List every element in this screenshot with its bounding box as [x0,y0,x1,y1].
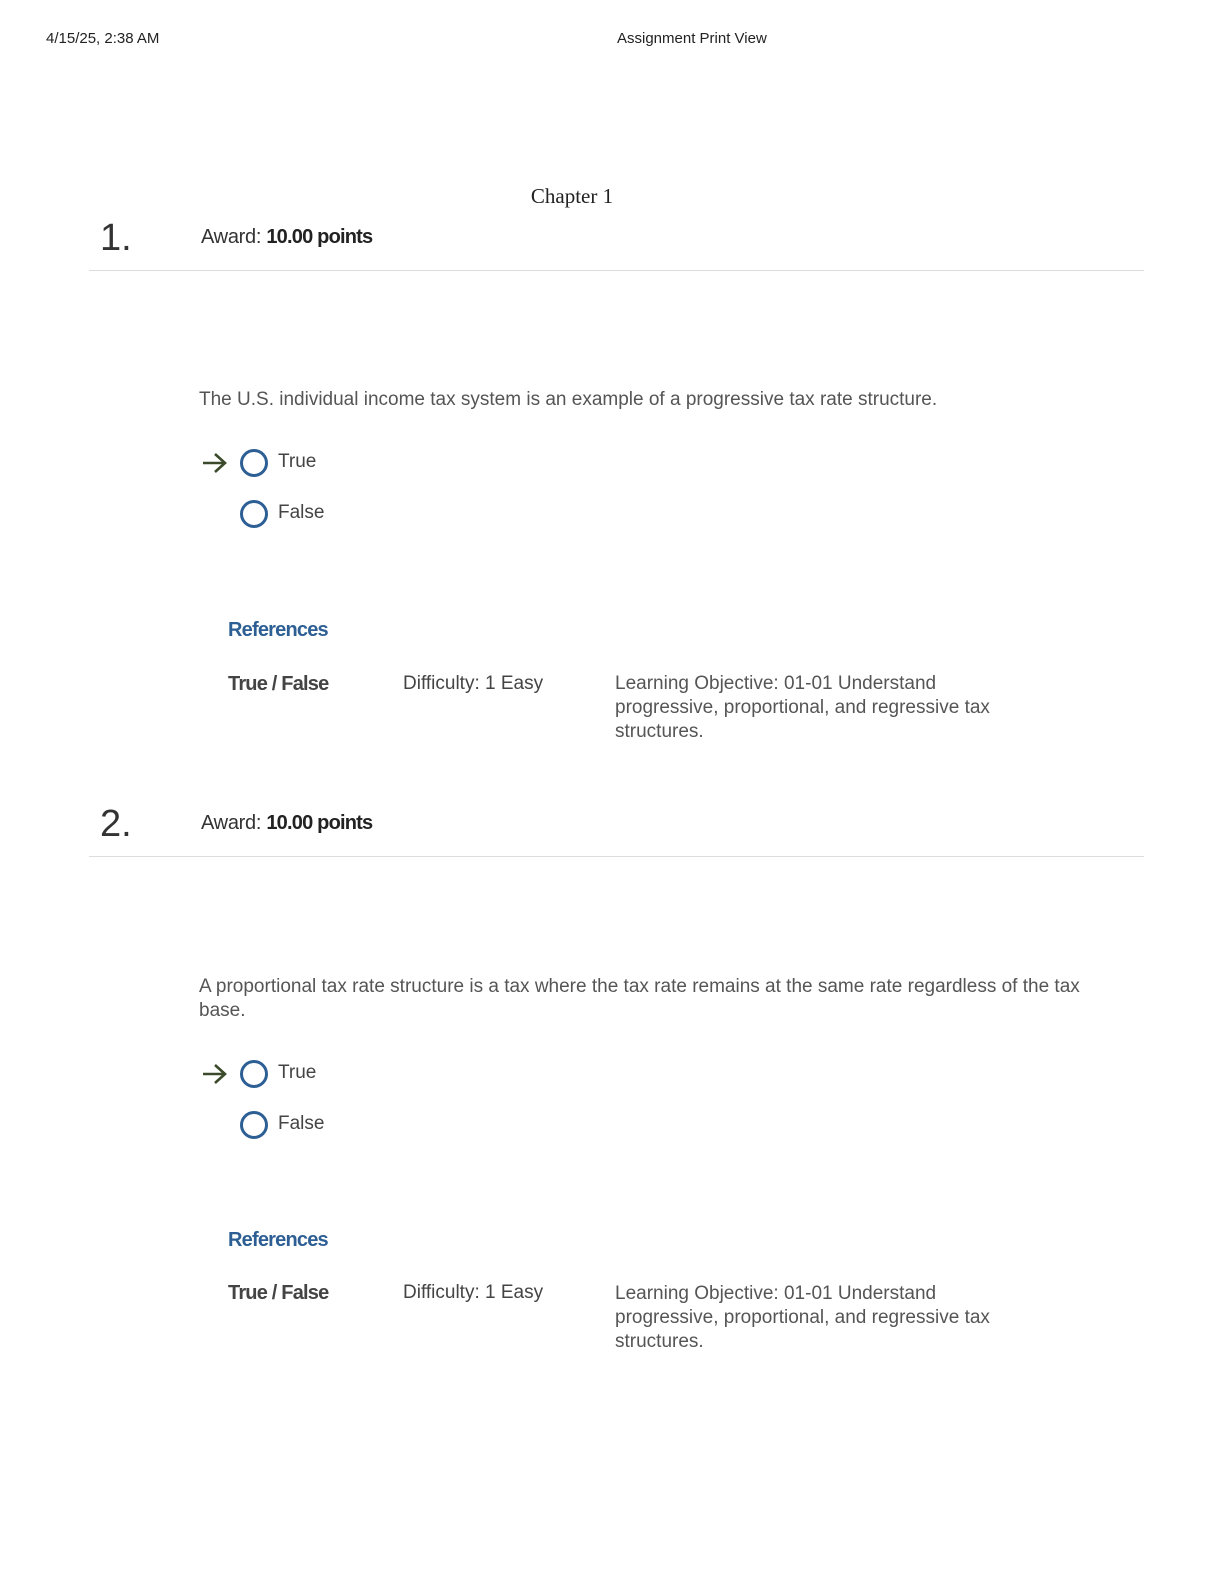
references-heading: References [228,1229,328,1251]
choice-false[interactable] [200,1110,500,1140]
choice-false[interactable] [200,499,500,529]
question-header [89,802,1144,857]
question-header [89,216,1144,271]
radio-button[interactable] [240,1060,268,1088]
question-number: 1. [100,217,132,259]
reference-question-type: True / False [228,1282,329,1304]
award-points: 10.00 points [266,812,373,834]
radio-button[interactable] [240,449,268,477]
question-number: 2. [100,803,132,845]
reference-question-type: True / False [228,673,329,695]
question-text: The U.S. individual income tax system is an example of a progressive tax rate structure. [199,389,938,410]
reference-learning-objective: Learning Objective: 01-01 Understand progressive, proportional, and regressive tax structures. [615,1283,990,1352]
right-arrow-icon [200,450,230,476]
right-arrow-icon [200,1061,230,1087]
radio-button[interactable] [240,1111,268,1139]
reference-difficulty: Difficulty: 1 Easy [403,1282,544,1303]
award-label: Award: [201,226,262,248]
references-heading: References [228,619,328,641]
reference-learning-objective: Learning Objective: 01-01 Understand progressive, proportional, and regressive tax structures. [615,673,990,742]
choice-label: True [278,451,317,472]
award [201,812,372,835]
award [201,226,372,249]
print-header [0,30,1224,50]
radio-button[interactable] [240,500,268,528]
choice-true[interactable] [200,448,500,478]
choice-label: False [278,1113,325,1134]
print-view-title: Assignment Print View [617,30,767,47]
choice-true[interactable] [200,1059,500,1089]
choice-label: True [278,1062,317,1083]
chapter-title: Chapter 1 [530,184,614,208]
award-points: 10.00 points [266,226,373,248]
print-datetime: 4/15/25, 2:38 AM [46,30,160,47]
choice-label: False [278,502,325,523]
reference-difficulty: Difficulty: 1 Easy [403,673,544,694]
question-text: A proportional tax rate structure is a tax where the tax rate remains at the same rate regardless of the tax base. [199,976,1080,1021]
award-label: Award: [201,812,262,834]
